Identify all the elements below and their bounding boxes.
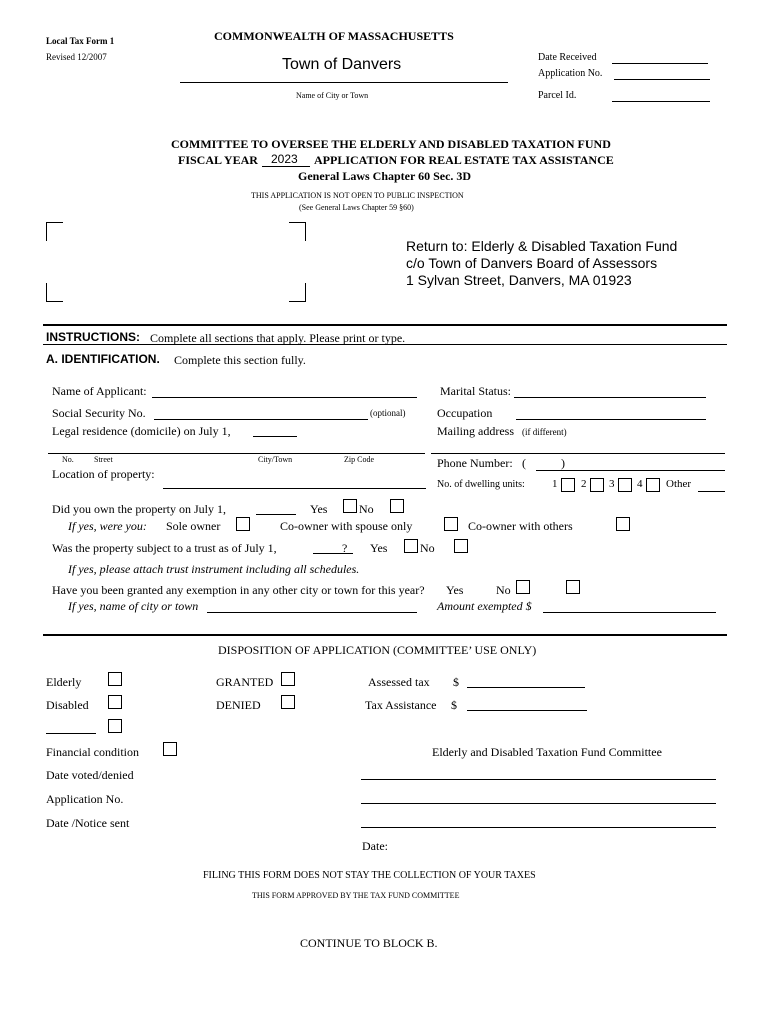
disposition-application-no-label: Application No. <box>46 792 124 806</box>
trust-yes-checkbox[interactable] <box>404 539 418 553</box>
dwelling-unit-3-checkbox[interactable] <box>618 478 632 492</box>
tax-assistance-field[interactable] <box>467 710 587 711</box>
elderly-label: Elderly <box>46 675 82 689</box>
exemption-no-checkbox[interactable] <box>566 580 580 594</box>
legal-residence-address-line[interactable] <box>48 453 425 454</box>
dwelling-unit-1-label: 1 <box>552 478 558 490</box>
granted-label: GRANTED <box>216 675 274 689</box>
address-no-caption: No. <box>62 455 74 464</box>
revised-date: Revised 12/2007 <box>46 52 107 62</box>
tax-assistance-dollar: $ <box>451 698 457 712</box>
address-street-caption: Street <box>94 455 113 464</box>
public-inspection-notice: THIS APPLICATION IS NOT OPEN TO PUBLIC INSPECTION <box>251 191 464 200</box>
form-number: Local Tax Form 1 <box>46 36 115 46</box>
window-corner-bottom-left <box>46 283 63 302</box>
trust-attach-note: If yes, please attach trust instrument including all schedules. <box>68 562 360 576</box>
ssn-optional-note: (optional) <box>370 408 406 418</box>
dwelling-units-label: No. of dwelling units: <box>437 479 525 490</box>
marital-status-label: Marital Status: <box>440 384 511 398</box>
amount-exempted-field[interactable] <box>543 612 716 613</box>
financial-condition-checkbox[interactable] <box>163 742 177 756</box>
section-a-label: A. IDENTIFICATION. <box>46 352 160 366</box>
denied-checkbox[interactable] <box>281 695 295 709</box>
return-to-line2: c/o Town of Danvers Board of Assessors <box>406 255 658 271</box>
amount-exempted-label: Amount exempted $ <box>437 599 532 613</box>
general-laws-reference: (See General Laws Chapter 59 §60) <box>299 203 414 212</box>
window-corner-top-right <box>289 222 306 241</box>
own-property-question: Did you own the property on July 1, <box>52 502 226 516</box>
assessed-tax-label: Assessed tax <box>368 675 430 689</box>
return-to-line3: 1 Sylvan Street, Danvers, MA 01923 <box>406 272 632 288</box>
denied-label: DENIED <box>216 698 261 712</box>
own-property-no-checkbox[interactable] <box>390 499 404 513</box>
trust-no-label: No <box>420 541 435 555</box>
instructions-text: Complete all sections that apply. Please print or type. <box>150 331 406 345</box>
town-name-line <box>180 82 508 83</box>
section-a-text: Complete this section fully. <box>174 353 306 367</box>
dwelling-unit-4-checkbox[interactable] <box>646 478 660 492</box>
phone-number-label: Phone Number: <box>437 456 513 470</box>
occupation-field[interactable] <box>516 419 706 420</box>
financial-condition-label: Financial condition <box>46 745 139 759</box>
dwelling-other-field[interactable] <box>698 491 725 492</box>
assessed-tax-field[interactable] <box>467 687 585 688</box>
address-city-caption: City/Town <box>258 455 293 464</box>
trust-yes-label: Yes <box>370 541 388 555</box>
other-category-checkbox[interactable] <box>108 719 122 733</box>
return-to-line1: Return to: Elderly & Disabled Taxation Fund <box>406 238 678 254</box>
other-category-field[interactable] <box>46 733 96 734</box>
ssn-label: Social Security No. <box>52 406 146 420</box>
exemption-question: Have you been granted any exemption in any other city or town for this year? <box>52 583 425 597</box>
dwelling-unit-2-label: 2 <box>581 478 587 490</box>
disposition-heading: DISPOSITION OF APPLICATION (COMMITTEE’ USE ONLY) <box>218 643 537 657</box>
application-no-field[interactable] <box>614 79 710 80</box>
town-name-caption: Name of City or Town <box>296 91 369 100</box>
parcel-id-label: Parcel Id. <box>538 90 577 101</box>
dwelling-unit-1-checkbox[interactable] <box>561 478 575 492</box>
date-label: Date: <box>362 839 388 853</box>
name-of-applicant-field[interactable] <box>152 397 417 398</box>
trust-question: Was the property subject to a trust as of July 1, <box>52 541 277 555</box>
approved-notice: THIS FORM APPROVED BY THE TAX FUND COMMITTEE <box>252 891 460 900</box>
trust-no-checkbox[interactable] <box>454 539 468 553</box>
date-received-field[interactable] <box>612 63 708 64</box>
instructions-label: INSTRUCTIONS: <box>46 330 140 344</box>
mailing-if-different-note: (if different) <box>522 427 567 437</box>
occupation-label: Occupation <box>437 406 493 420</box>
instructions-bottom-rule <box>43 344 727 346</box>
if-yes-city-label: If yes, name of city or town <box>68 599 199 613</box>
filing-notice: FILING THIS FORM DOES NOT STAY THE COLLECTION OF YOUR TAXES <box>203 870 536 881</box>
date-received-label: Date Received <box>538 52 597 63</box>
co-owner-spouse-label: Co-owner with spouse only <box>280 519 413 533</box>
continue-block-b: CONTINUE TO BLOCK B. <box>300 936 438 950</box>
sole-owner-label: Sole owner <box>166 519 221 533</box>
phone-close-paren: ) <box>561 456 565 470</box>
tax-assistance-label: Tax Assistance <box>365 698 437 712</box>
dwelling-other-label: Other <box>666 478 692 490</box>
committee-signature-line-2[interactable] <box>361 803 716 804</box>
legal-residence-label: Legal residence (domicile) on July 1, <box>52 424 231 438</box>
location-of-property-label: Location of property: <box>52 467 155 481</box>
elderly-checkbox[interactable] <box>108 672 122 686</box>
own-property-yes-label: Yes <box>310 502 328 516</box>
disabled-checkbox[interactable] <box>108 695 122 709</box>
commonwealth-heading: COMMONWEALTH OF MASSACHUSETTS <box>214 29 454 43</box>
name-of-applicant-label: Name of Applicant: <box>52 384 147 398</box>
application-title: APPLICATION FOR REAL ESTATE TAX ASSISTANCE <box>314 153 614 167</box>
legal-residence-year-field[interactable] <box>253 436 297 437</box>
sole-owner-checkbox[interactable] <box>236 517 250 531</box>
mailing-address-label: Mailing address <box>437 424 514 438</box>
address-zip-caption: Zip Code <box>344 455 374 464</box>
exemption-city-field[interactable] <box>207 612 417 613</box>
parcel-id-field[interactable] <box>612 101 710 102</box>
application-no-label: Application No. <box>538 68 603 79</box>
committee-title: COMMITTEE TO OVERSEE THE ELDERLY AND DISABLED TAXATION FUND <box>171 137 611 151</box>
committee-signature-line-3[interactable] <box>361 827 716 828</box>
assessed-tax-dollar: $ <box>453 675 459 689</box>
co-owner-others-checkbox[interactable] <box>616 517 630 531</box>
town-name-value[interactable]: Town of Danvers <box>282 56 402 73</box>
exemption-yes-label: Yes <box>446 583 464 597</box>
own-property-year-field[interactable] <box>256 514 296 515</box>
disabled-label: Disabled <box>46 698 89 712</box>
fiscal-year-line <box>262 166 310 167</box>
general-laws-title: General Laws Chapter 60 Sec. 3D <box>298 169 472 183</box>
phone-open-paren: ( <box>522 456 526 470</box>
mailing-address-field[interactable] <box>431 453 725 454</box>
if-yes-were-you-label: If yes, were you: <box>68 519 147 533</box>
fiscal-year-label: FISCAL YEAR <box>178 153 258 167</box>
fiscal-year-value[interactable]: 2023 <box>271 152 298 166</box>
phone-number-field[interactable] <box>536 470 725 471</box>
dwelling-unit-3-label: 3 <box>609 478 615 490</box>
trust-question-mark: ? <box>342 541 348 555</box>
location-of-property-field[interactable] <box>163 488 426 489</box>
ssn-field[interactable] <box>154 419 368 420</box>
disposition-top-rule <box>43 634 727 636</box>
committee-label: Elderly and Disabled Taxation Fund Committee <box>432 745 662 759</box>
window-corner-bottom-right <box>289 283 306 302</box>
marital-status-field[interactable] <box>514 397 706 398</box>
date-voted-label: Date voted/denied <box>46 768 134 782</box>
own-property-no-label: No <box>359 502 374 516</box>
exemption-no-label: No <box>496 583 511 597</box>
exemption-yes-checkbox[interactable] <box>516 580 530 594</box>
granted-checkbox[interactable] <box>281 672 295 686</box>
co-owner-others-label: Co-owner with others <box>468 519 573 533</box>
dwelling-unit-2-checkbox[interactable] <box>590 478 604 492</box>
committee-signature-line-1[interactable] <box>361 779 716 780</box>
co-owner-spouse-checkbox[interactable] <box>444 517 458 531</box>
window-corner-top-left <box>46 222 63 241</box>
own-property-yes-checkbox[interactable] <box>343 499 357 513</box>
date-notice-sent-label: Date /Notice sent <box>46 816 130 830</box>
dwelling-unit-4-label: 4 <box>637 478 643 490</box>
instructions-top-rule <box>43 324 727 326</box>
